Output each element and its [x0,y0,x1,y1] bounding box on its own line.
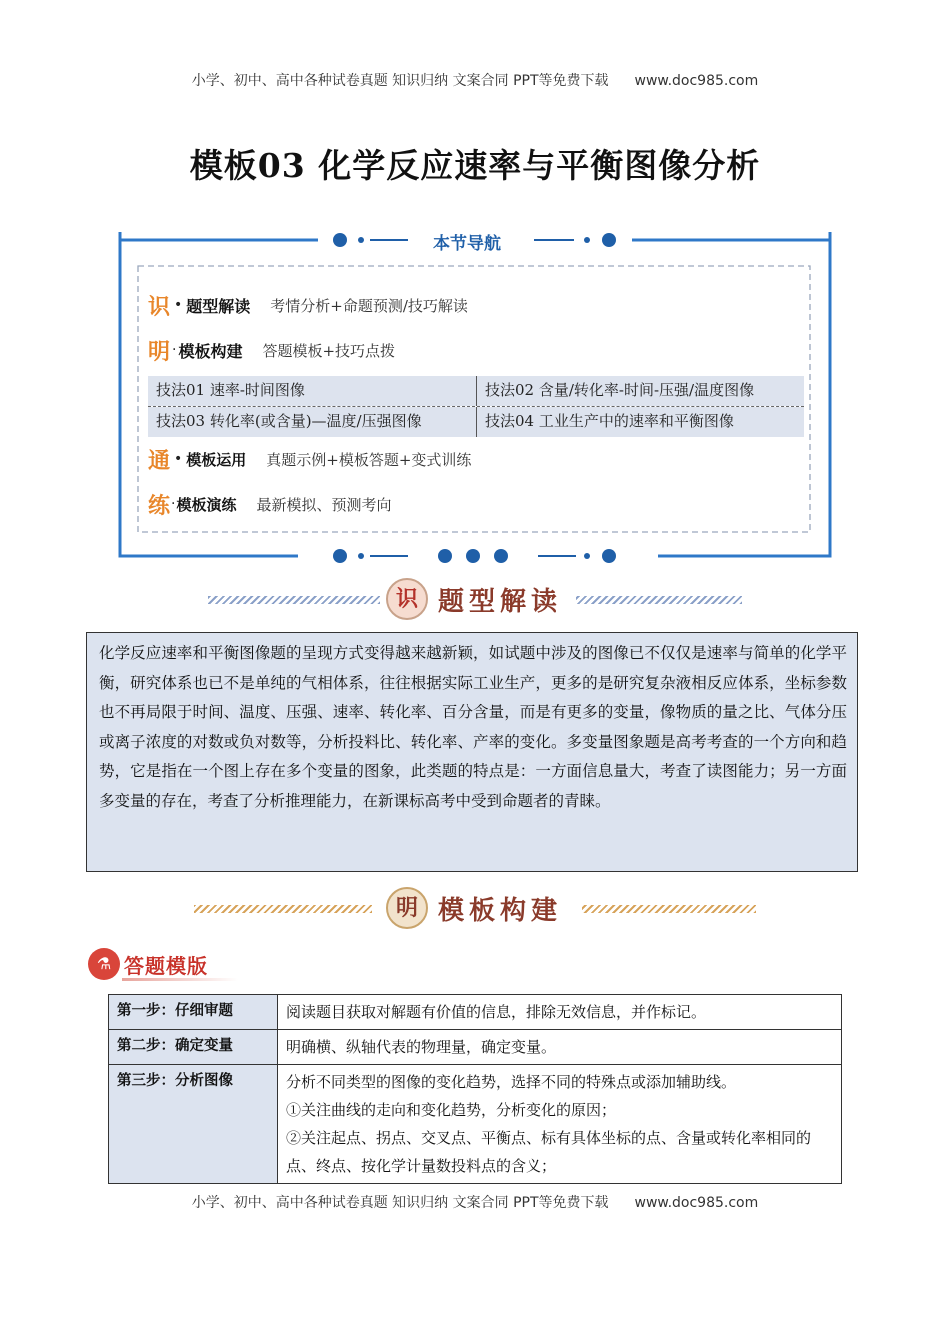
step-value [278,1065,842,1184]
tag-underline [122,978,238,981]
answer-template-label: 答题模版 [124,954,208,978]
nav-item-label: 模板运用 [186,450,247,469]
step-line: 明确横、纵轴代表的物理量，确定变量。 [286,1038,557,1056]
nav-item-label: 模板演练 [176,495,237,514]
section-banner-construction [200,884,750,934]
bullet-icon: • [174,297,183,313]
step-line: ②关注起点、拐点、交叉点、平衡点、标有具体坐标的点、含量或转化率相同的点、终点、按化学计量数投料点的含义； [286,1129,812,1175]
nav-item-label: 题型解读 [186,296,251,316]
nav-item-identify[interactable] [148,290,468,320]
footer-site-link[interactable]: www.doc985.com [634,1195,759,1211]
table-row [109,1030,842,1065]
nav-item-desc: 答题模板+技巧点拨 [262,341,396,360]
technique-04[interactable]: 技法04 工业生产中的速率和平衡图像 [476,407,804,437]
nav-item-char: 练 [148,492,171,519]
bullet-icon: · [172,342,177,358]
step-value [278,995,842,1030]
header-site-link[interactable]: www.doc985.com [634,73,759,89]
bullet-icon: • [174,451,183,467]
bullet-icon: · [171,496,176,512]
navigation-title: 本节导航 [433,234,501,254]
nav-item-apply[interactable] [148,444,471,474]
page-title: 模板03 化学反应速率与平衡图像分析 [189,146,761,185]
step-key: 第二步：确定变量 [109,1030,278,1065]
header-text: 小学、初中、高中各种试卷真题 知识归纳 文案合同 PPT等免费下载 [191,73,609,89]
technique-03[interactable]: 技法03 转化率(或含量)—温度/压强图像 [148,407,476,437]
step-key: 第一步：仔细审题 [109,995,278,1030]
technique-01[interactable]: 技法01 速率-时间图像 [148,376,476,406]
step-value [278,1030,842,1065]
nav-item-desc: 考情分析+命题预测/技巧解读 [270,296,468,315]
table-row [109,1065,842,1184]
interpretation-text-box: 化学反应速率和平衡图像题的呈现方式变得越来越新颖，如试题中涉及的图像已不仅仅是速率与简单的化学平衡，研究体系也已不是单纯的气相体系，往往根据实际工业生产，更多的是研究复杂液相反应体系，坐标参数也不再局限于时间、温度、压强、速率、转化率、百分含量，而是有更多的变量，像物质的量之比、气体分压或离子浓度的对数或负对数等，分析投料比、转化率、产率的变化。多变量图象题是高考考查的一个方向和趋势，它是指在一个图上存在多个变量的图象，此类题的特点是：一方面信息量大，考查了读图能力；另一方面多变量的存在，考查了分析推理能力，在新课标高考中受到命题者的青睐。 [86,632,858,872]
table-row [109,995,842,1030]
technique-02[interactable]: 技法02 含量/转化率-时间-压强/温度图像 [476,376,804,406]
banner-seal: 识 [386,578,428,620]
banner-stripe-right [576,596,742,604]
step-key: 第三步：分析图像 [109,1065,278,1184]
step-line: ①关注曲线的走向和变化趋势，分析变化的原因； [286,1101,617,1119]
page-footer [0,1192,950,1212]
technique-divider [148,406,804,407]
flask-icon: ⚗ [88,948,120,980]
banner-heading: 模板构建 [438,896,563,926]
step-line: 分析不同类型的图像的变化趋势，选择不同的特殊点或添加辅助线。 [286,1073,737,1091]
technique-grid [148,376,804,438]
answer-steps-table [108,994,842,1184]
banner-stripe-left [208,596,380,604]
banner-stripe-left [194,905,372,913]
nav-item-desc: 真题示例+模板答题+变式训练 [266,450,472,469]
page-header [0,70,950,90]
banner-heading: 题型解读 [438,587,563,617]
nav-item-char: 明 [148,338,171,365]
section-banner-interpretation [200,575,750,625]
step-line: 阅读题目获取对解题有价值的信息，排除无效信息，并作标记。 [286,1003,707,1021]
footer-text: 小学、初中、高中各种试卷真题 知识归纳 文案合同 PPT等免费下载 [191,1195,609,1211]
answer-template-tag [88,948,238,982]
nav-item-char: 通 [148,447,171,474]
nav-item-label: 模板构建 [178,341,243,361]
nav-item-construct[interactable] [148,335,395,365]
nav-item-practice[interactable] [148,489,392,519]
nav-item-char: 识 [148,293,171,320]
navigation-bottom-ornament [118,544,832,568]
banner-stripe-right [582,905,756,913]
nav-item-desc: 最新模拟、预测考向 [256,495,392,514]
banner-seal: 明 [386,887,428,929]
